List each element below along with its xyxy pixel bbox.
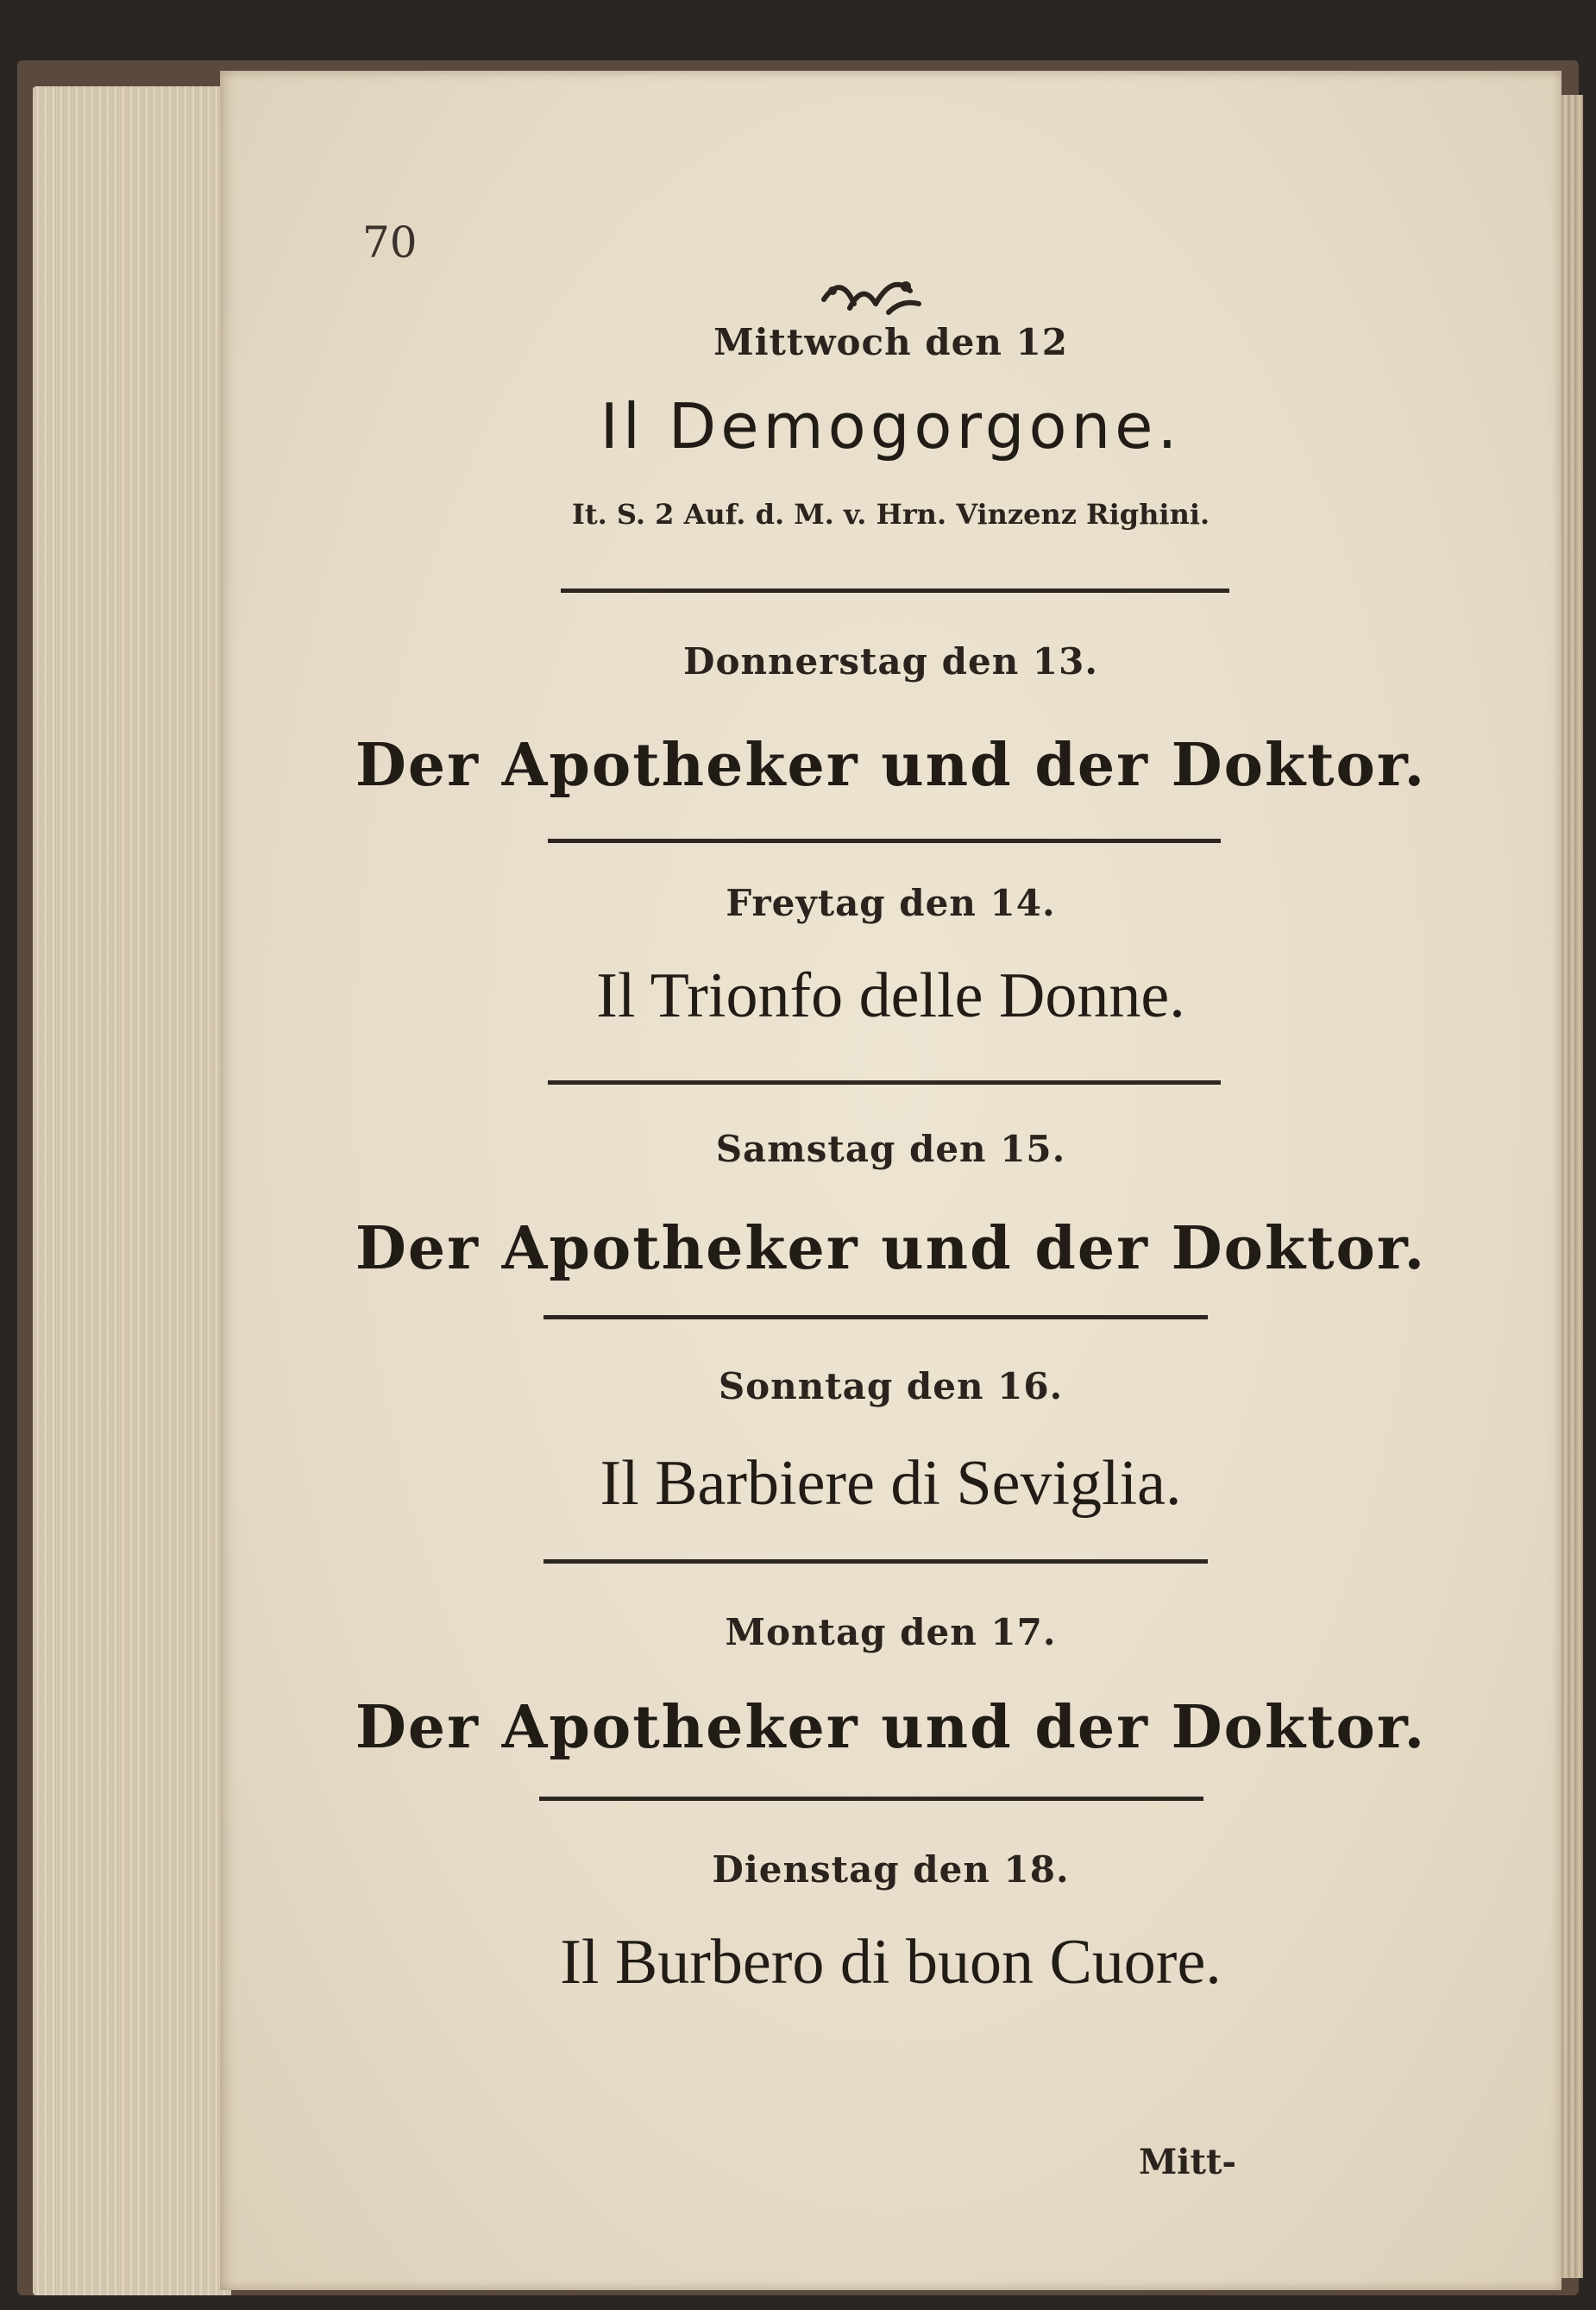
day-heading: Donnerstag den 13. (683, 640, 1098, 683)
day-heading: Samstag den 15. (715, 1128, 1066, 1170)
play-credits: It. S. 2 Auf. d. M. v. Hrn. Vinzenz Righini. (571, 498, 1210, 531)
floral-ornament-icon (815, 265, 927, 325)
page-number: 70 (362, 217, 418, 268)
play-title: Il Barbiere di Seviglia. (600, 1448, 1182, 1519)
separator-rule (548, 1080, 1221, 1085)
play-title: Der Apotheker und der Doktor. (355, 1214, 1427, 1283)
page-edges (33, 86, 231, 2295)
play-title: Der Apotheker und der Doktor. (355, 731, 1427, 800)
play-title: Il Burbero di buon Cuore. (560, 1927, 1222, 1998)
day-heading: Mittwoch den 12 (713, 321, 1068, 363)
day-heading: Sonntag den 16. (718, 1365, 1064, 1407)
play-title: Il Demogorgone. (600, 390, 1182, 463)
separator-rule (548, 839, 1221, 843)
separator-rule (539, 1797, 1203, 1801)
day-heading: Freytag den 14. (726, 882, 1056, 924)
separator-rule (544, 1315, 1208, 1319)
separator-rule (561, 589, 1229, 593)
day-heading: Montag den 17. (725, 1611, 1057, 1653)
separator-rule (544, 1559, 1208, 1564)
day-heading: Dienstag den 18. (712, 1848, 1070, 1891)
book-page (220, 71, 1561, 2290)
catchword: Mitt- (1139, 2142, 1237, 2182)
play-title: Il Trionfo delle Donne. (596, 960, 1185, 1031)
play-title: Der Apotheker und der Doktor. (355, 1693, 1427, 1762)
